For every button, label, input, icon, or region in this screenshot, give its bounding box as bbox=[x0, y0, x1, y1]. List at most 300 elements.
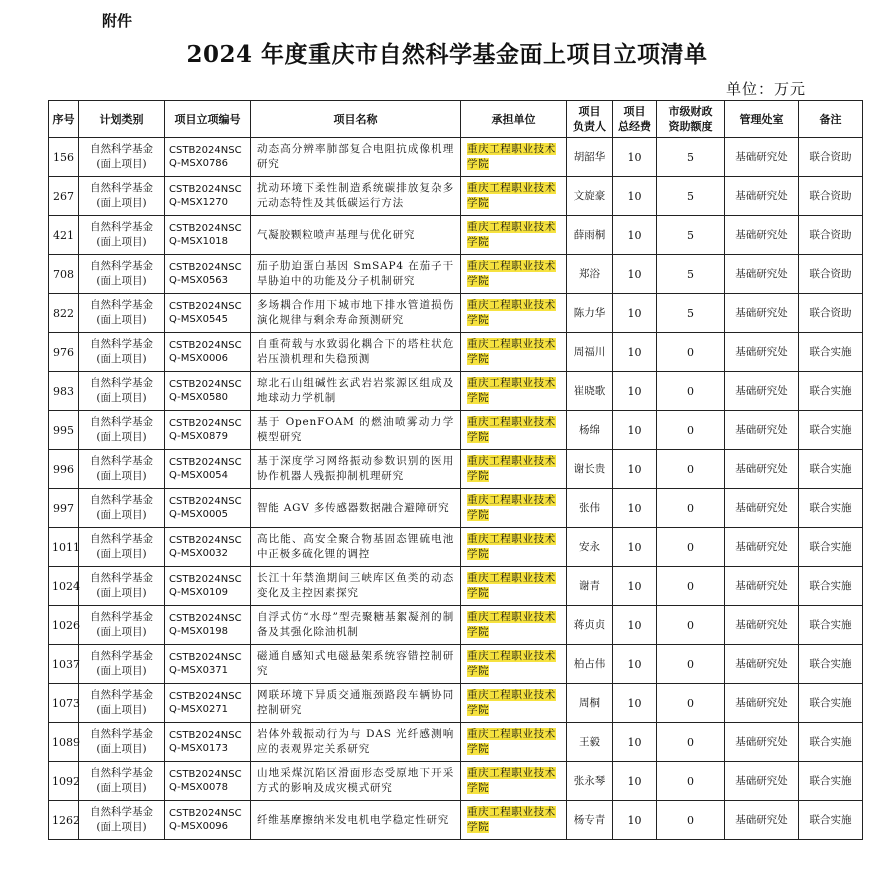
cell-institution bbox=[461, 645, 567, 684]
table-row bbox=[49, 255, 863, 294]
table-row bbox=[49, 723, 863, 762]
cell-plan-type-line1: 自然科学基金 bbox=[90, 182, 153, 194]
cell-seq: 1037 bbox=[49, 645, 79, 684]
institution-highlight: 重庆工程职业技术学院 bbox=[467, 299, 556, 326]
cell-plan-type-line1: 自然科学基金 bbox=[90, 533, 153, 545]
cell-plan-type bbox=[79, 528, 165, 567]
cell-institution bbox=[461, 567, 567, 606]
cell-project-code-line2: Q-MSX0096 bbox=[169, 821, 229, 832]
table-row bbox=[49, 528, 863, 567]
cell-project-name: 气凝胶颗粒喷声基理与优化研究 bbox=[251, 216, 461, 255]
cell-plan-type-line2: (面上项目) bbox=[96, 665, 147, 677]
cell-project-code-line1: CSTB2024NSC bbox=[169, 379, 242, 390]
cell-remark: 联合实施 bbox=[799, 723, 863, 762]
cell-remark: 联合资助 bbox=[799, 294, 863, 333]
cell-institution bbox=[461, 372, 567, 411]
table-row bbox=[49, 567, 863, 606]
cell-project-name: 长江十年禁渔期间三峡库区鱼类的动态变化及主控因素探究 bbox=[251, 567, 461, 606]
cell-project-code-line1: CSTB2024NSC bbox=[169, 418, 242, 429]
cell-office: 基础研究处 bbox=[725, 489, 799, 528]
cell-seq: 1073 bbox=[49, 684, 79, 723]
cell-leader: 杨专青 bbox=[567, 801, 613, 840]
cell-project-name: 扰动环境下柔性制造系统碳排放复杂多元动态特性及其低碳运行方法 bbox=[251, 177, 461, 216]
table-row bbox=[49, 606, 863, 645]
cell-remark: 联合实施 bbox=[799, 372, 863, 411]
cell-plan-type-line1: 自然科学基金 bbox=[90, 299, 153, 311]
cell-total: 10 bbox=[613, 801, 657, 840]
cell-project-code-line2: Q-MSX0006 bbox=[169, 353, 229, 364]
cell-seq: 267 bbox=[49, 177, 79, 216]
cell-plan-type bbox=[79, 645, 165, 684]
cell-project-code-line1: CSTB2024NSC bbox=[169, 769, 242, 780]
cell-remark: 联合实施 bbox=[799, 645, 863, 684]
cell-funding: 5 bbox=[657, 294, 725, 333]
cell-plan-type-line2: (面上项目) bbox=[96, 392, 147, 404]
cell-project-name: 动态高分辨率肺部复合电阻抗成像机理研究 bbox=[251, 138, 461, 177]
cell-seq: 997 bbox=[49, 489, 79, 528]
cell-seq: 996 bbox=[49, 450, 79, 489]
cell-plan-type bbox=[79, 411, 165, 450]
cell-project-code-line2: Q-MSX0109 bbox=[169, 587, 229, 598]
cell-plan-type-line2: (面上项目) bbox=[96, 587, 147, 599]
header-funding bbox=[657, 101, 725, 138]
cell-leader: 谢青 bbox=[567, 567, 613, 606]
cell-remark: 联合实施 bbox=[799, 528, 863, 567]
cell-plan-type-line1: 自然科学基金 bbox=[90, 650, 153, 662]
cell-project-code-line2: Q-MSX0545 bbox=[169, 314, 229, 325]
cell-project-code bbox=[165, 411, 251, 450]
cell-project-code-line1: CSTB2024NSC bbox=[169, 145, 242, 156]
cell-leader: 郑浴 bbox=[567, 255, 613, 294]
cell-project-code-line2: Q-MSX0563 bbox=[169, 275, 229, 286]
institution-highlight: 重庆工程职业技术学院 bbox=[467, 182, 556, 209]
cell-seq: 995 bbox=[49, 411, 79, 450]
table-row bbox=[49, 801, 863, 840]
cell-seq: 1011 bbox=[49, 528, 79, 567]
cell-institution bbox=[461, 723, 567, 762]
cell-remark: 联合实施 bbox=[799, 762, 863, 801]
cell-institution bbox=[461, 411, 567, 450]
cell-funding: 0 bbox=[657, 567, 725, 606]
cell-total: 10 bbox=[613, 645, 657, 684]
cell-office: 基础研究处 bbox=[725, 762, 799, 801]
cell-remark: 联合实施 bbox=[799, 801, 863, 840]
cell-plan-type-line2: (面上项目) bbox=[96, 431, 147, 443]
cell-office: 基础研究处 bbox=[725, 255, 799, 294]
cell-institution bbox=[461, 801, 567, 840]
cell-project-name: 网联环境下异质交通瓶颈路段车辆协同控制研究 bbox=[251, 684, 461, 723]
cell-project-code-line1: CSTB2024NSC bbox=[169, 301, 242, 312]
cell-office: 基础研究处 bbox=[725, 333, 799, 372]
header-leader-line2: 负责人 bbox=[573, 120, 606, 133]
cell-plan-type-line1: 自然科学基金 bbox=[90, 494, 153, 506]
cell-seq: 708 bbox=[49, 255, 79, 294]
cell-project-name: 基于深度学习网络振动参数识别的医用协作机器人残振抑制机理研究 bbox=[251, 450, 461, 489]
header-total-line2: 总经费 bbox=[618, 120, 651, 133]
institution-highlight: 重庆工程职业技术学院 bbox=[467, 377, 556, 404]
cell-project-code-line2: Q-MSX1018 bbox=[169, 236, 229, 247]
cell-total: 10 bbox=[613, 138, 657, 177]
cell-office: 基础研究处 bbox=[725, 177, 799, 216]
institution-highlight: 重庆工程职业技术学院 bbox=[467, 806, 556, 833]
cell-project-code-line1: CSTB2024NSC bbox=[169, 691, 242, 702]
cell-project-code-line2: Q-MSX0879 bbox=[169, 431, 229, 442]
cell-funding: 5 bbox=[657, 255, 725, 294]
cell-total: 10 bbox=[613, 372, 657, 411]
cell-plan-type-line2: (面上项目) bbox=[96, 275, 147, 287]
cell-plan-type bbox=[79, 294, 165, 333]
cell-project-name: 山地采煤沉陷区滑面形态受原地下开采方式的影响及成灾模式研究 bbox=[251, 762, 461, 801]
cell-project-code-line2: Q-MSX0580 bbox=[169, 392, 229, 403]
cell-total: 10 bbox=[613, 411, 657, 450]
cell-plan-type-line2: (面上项目) bbox=[96, 626, 147, 638]
cell-funding: 0 bbox=[657, 684, 725, 723]
institution-highlight: 重庆工程职业技术学院 bbox=[467, 260, 556, 287]
table-row bbox=[49, 411, 863, 450]
cell-project-code-line1: CSTB2024NSC bbox=[169, 184, 242, 195]
unit-label: 单位：万元 bbox=[725, 80, 806, 98]
cell-seq: 1092 bbox=[49, 762, 79, 801]
cell-office: 基础研究处 bbox=[725, 684, 799, 723]
cell-institution bbox=[461, 255, 567, 294]
cell-plan-type bbox=[79, 684, 165, 723]
cell-plan-type-line1: 自然科学基金 bbox=[90, 611, 153, 623]
cell-project-code bbox=[165, 723, 251, 762]
cell-seq: 156 bbox=[49, 138, 79, 177]
cell-leader: 谢长贵 bbox=[567, 450, 613, 489]
cell-plan-type bbox=[79, 762, 165, 801]
cell-project-code bbox=[165, 255, 251, 294]
cell-institution bbox=[461, 333, 567, 372]
header-leader-line1: 项目 bbox=[578, 105, 601, 118]
cell-project-name: 多场耦合作用下城市地下排水管道损伤演化规律与剩余寿命预测研究 bbox=[251, 294, 461, 333]
cell-plan-type-line1: 自然科学基金 bbox=[90, 455, 153, 467]
cell-project-name: 自重荷载与水致弱化耦合下的塔柱状危岩压溃机理和失稳预测 bbox=[251, 333, 461, 372]
header-office: 管理处室 bbox=[725, 101, 799, 138]
cell-institution bbox=[461, 450, 567, 489]
cell-funding: 0 bbox=[657, 645, 725, 684]
cell-institution bbox=[461, 138, 567, 177]
cell-plan-type-line1: 自然科学基金 bbox=[90, 143, 153, 155]
cell-project-code bbox=[165, 216, 251, 255]
institution-highlight: 重庆工程职业技术学院 bbox=[467, 767, 556, 794]
cell-project-code bbox=[165, 567, 251, 606]
cell-seq: 976 bbox=[49, 333, 79, 372]
cell-institution bbox=[461, 177, 567, 216]
cell-office: 基础研究处 bbox=[725, 294, 799, 333]
cell-project-name: 岩体外载振动行为与 DAS 光纤感测响应的表观界定关系研究 bbox=[251, 723, 461, 762]
cell-project-code-line1: CSTB2024NSC bbox=[169, 730, 242, 741]
cell-remark: 联合资助 bbox=[799, 255, 863, 294]
cell-total: 10 bbox=[613, 255, 657, 294]
cell-project-code bbox=[165, 333, 251, 372]
cell-office: 基础研究处 bbox=[725, 606, 799, 645]
table-row bbox=[49, 177, 863, 216]
cell-plan-type-line1: 自然科学基金 bbox=[90, 416, 153, 428]
cell-plan-type-line2: (面上项目) bbox=[96, 821, 147, 833]
cell-total: 10 bbox=[613, 567, 657, 606]
cell-funding: 0 bbox=[657, 801, 725, 840]
table-body bbox=[49, 138, 863, 840]
table-row bbox=[49, 450, 863, 489]
cell-remark: 联合资助 bbox=[799, 177, 863, 216]
cell-seq: 1024 bbox=[49, 567, 79, 606]
cell-plan-type-line2: (面上项目) bbox=[96, 782, 147, 794]
cell-remark: 联合实施 bbox=[799, 333, 863, 372]
cell-project-name: 自浮式仿“水母”型壳聚糖基絮凝剂的制备及其强化除油机制 bbox=[251, 606, 461, 645]
cell-project-code-line1: CSTB2024NSC bbox=[169, 223, 242, 234]
cell-institution bbox=[461, 489, 567, 528]
institution-highlight: 重庆工程职业技术学院 bbox=[467, 689, 556, 716]
institution-highlight: 重庆工程职业技术学院 bbox=[467, 611, 556, 638]
cell-remark: 联合实施 bbox=[799, 567, 863, 606]
cell-project-code bbox=[165, 372, 251, 411]
header-total-line1: 项目 bbox=[623, 105, 646, 118]
header-leader bbox=[567, 101, 613, 138]
cell-project-code-line2: Q-MSX0271 bbox=[169, 704, 229, 715]
cell-remark: 联合实施 bbox=[799, 489, 863, 528]
cell-project-name: 琼北石山组碱性玄武岩岩浆源区组成及地球动力学机制 bbox=[251, 372, 461, 411]
cell-plan-type-line2: (面上项目) bbox=[96, 158, 147, 170]
cell-seq: 421 bbox=[49, 216, 79, 255]
header-project-code: 项目立项编号 bbox=[165, 101, 251, 138]
cell-project-name: 高比能、高安全聚合物基固态锂硫电池中正极多硫化锂的调控 bbox=[251, 528, 461, 567]
cell-project-name: 智能 AGV 多传感器数据融合避障研究 bbox=[251, 489, 461, 528]
table-row bbox=[49, 372, 863, 411]
cell-project-code-line1: CSTB2024NSC bbox=[169, 496, 242, 507]
cell-office: 基础研究处 bbox=[725, 645, 799, 684]
cell-leader: 陈力华 bbox=[567, 294, 613, 333]
document-title: 2024 年度重庆市自然科学基金面上项目立项清单 bbox=[186, 41, 708, 68]
cell-remark: 联合实施 bbox=[799, 606, 863, 645]
cell-plan-type bbox=[79, 489, 165, 528]
cell-project-code-line2: Q-MSX0198 bbox=[169, 626, 229, 637]
cell-project-code-line2: Q-MSX0078 bbox=[169, 782, 229, 793]
cell-project-code-line1: CSTB2024NSC bbox=[169, 613, 242, 624]
institution-highlight: 重庆工程职业技术学院 bbox=[467, 455, 556, 482]
cell-plan-type-line2: (面上项目) bbox=[96, 704, 147, 716]
institution-highlight: 重庆工程职业技术学院 bbox=[467, 650, 556, 677]
institution-highlight: 重庆工程职业技术学院 bbox=[467, 338, 556, 365]
cell-institution bbox=[461, 606, 567, 645]
cell-project-name: 磁通自感知式电磁悬架系统容错控制研究 bbox=[251, 645, 461, 684]
cell-institution bbox=[461, 684, 567, 723]
cell-project-code bbox=[165, 645, 251, 684]
cell-office: 基础研究处 bbox=[725, 723, 799, 762]
table-row bbox=[49, 294, 863, 333]
cell-total: 10 bbox=[613, 489, 657, 528]
cell-seq: 1262 bbox=[49, 801, 79, 840]
cell-project-code-line1: CSTB2024NSC bbox=[169, 808, 242, 819]
cell-institution bbox=[461, 216, 567, 255]
project-table bbox=[48, 100, 863, 840]
cell-leader: 胡韶华 bbox=[567, 138, 613, 177]
cell-funding: 0 bbox=[657, 411, 725, 450]
cell-remark: 联合实施 bbox=[799, 450, 863, 489]
cell-funding: 0 bbox=[657, 450, 725, 489]
header-funding-line1: 市级财政 bbox=[668, 105, 713, 118]
cell-funding: 5 bbox=[657, 138, 725, 177]
cell-total: 10 bbox=[613, 762, 657, 801]
cell-funding: 0 bbox=[657, 372, 725, 411]
cell-funding: 0 bbox=[657, 723, 725, 762]
cell-project-code bbox=[165, 177, 251, 216]
cell-plan-type bbox=[79, 450, 165, 489]
cell-office: 基础研究处 bbox=[725, 138, 799, 177]
cell-office: 基础研究处 bbox=[725, 450, 799, 489]
cell-seq: 1089 bbox=[49, 723, 79, 762]
header-seq: 序号 bbox=[49, 101, 79, 138]
cell-total: 10 bbox=[613, 216, 657, 255]
institution-highlight: 重庆工程职业技术学院 bbox=[467, 494, 556, 521]
cell-funding: 5 bbox=[657, 177, 725, 216]
cell-leader: 杨绵 bbox=[567, 411, 613, 450]
cell-project-code bbox=[165, 138, 251, 177]
table-row bbox=[49, 684, 863, 723]
cell-plan-type-line1: 自然科学基金 bbox=[90, 260, 153, 272]
header-project-name: 项目名称 bbox=[251, 101, 461, 138]
cell-leader: 王毅 bbox=[567, 723, 613, 762]
cell-leader: 安永 bbox=[567, 528, 613, 567]
cell-leader: 张伟 bbox=[567, 489, 613, 528]
cell-plan-type-line1: 自然科学基金 bbox=[90, 806, 153, 818]
cell-leader: 薛雨桐 bbox=[567, 216, 613, 255]
table-row bbox=[49, 138, 863, 177]
cell-remark: 联合资助 bbox=[799, 138, 863, 177]
cell-plan-type bbox=[79, 801, 165, 840]
cell-plan-type bbox=[79, 372, 165, 411]
table-header bbox=[49, 101, 863, 138]
cell-leader: 张永琴 bbox=[567, 762, 613, 801]
cell-leader: 蒋贞贞 bbox=[567, 606, 613, 645]
cell-total: 10 bbox=[613, 684, 657, 723]
cell-plan-type-line2: (面上项目) bbox=[96, 353, 147, 365]
cell-project-code bbox=[165, 762, 251, 801]
cell-funding: 0 bbox=[657, 606, 725, 645]
institution-highlight: 重庆工程职业技术学院 bbox=[467, 416, 556, 443]
cell-plan-type bbox=[79, 177, 165, 216]
institution-highlight: 重庆工程职业技术学院 bbox=[467, 533, 556, 560]
table-row bbox=[49, 489, 863, 528]
cell-project-code-line2: Q-MSX0371 bbox=[169, 665, 229, 676]
cell-plan-type bbox=[79, 333, 165, 372]
cell-institution bbox=[461, 528, 567, 567]
header-remark: 备注 bbox=[799, 101, 863, 138]
cell-remark: 联合实施 bbox=[799, 411, 863, 450]
cell-project-code-line1: CSTB2024NSC bbox=[169, 262, 242, 273]
cell-total: 10 bbox=[613, 294, 657, 333]
cell-office: 基础研究处 bbox=[725, 528, 799, 567]
cell-project-code bbox=[165, 684, 251, 723]
cell-funding: 0 bbox=[657, 489, 725, 528]
cell-plan-type-line2: (面上项目) bbox=[96, 236, 147, 248]
cell-plan-type-line1: 自然科学基金 bbox=[90, 338, 153, 350]
table-row bbox=[49, 333, 863, 372]
cell-plan-type-line1: 自然科学基金 bbox=[90, 689, 153, 701]
header-funding-line2: 资助额度 bbox=[668, 120, 713, 133]
cell-project-code-line2: Q-MSX0054 bbox=[169, 470, 229, 481]
cell-total: 10 bbox=[613, 606, 657, 645]
cell-leader: 周福川 bbox=[567, 333, 613, 372]
cell-project-code bbox=[165, 801, 251, 840]
header-total bbox=[613, 101, 657, 138]
cell-project-code-line1: CSTB2024NSC bbox=[169, 652, 242, 663]
cell-remark: 联合资助 bbox=[799, 216, 863, 255]
table-row bbox=[49, 216, 863, 255]
institution-highlight: 重庆工程职业技术学院 bbox=[467, 221, 556, 248]
cell-plan-type bbox=[79, 567, 165, 606]
institution-highlight: 重庆工程职业技术学院 bbox=[467, 572, 556, 599]
cell-leader: 柏占伟 bbox=[567, 645, 613, 684]
header-plan-type: 计划类别 bbox=[79, 101, 165, 138]
cell-project-code bbox=[165, 528, 251, 567]
cell-plan-type-line2: (面上项目) bbox=[96, 548, 147, 560]
cell-office: 基础研究处 bbox=[725, 567, 799, 606]
cell-total: 10 bbox=[613, 333, 657, 372]
cell-project-code-line2: Q-MSX0005 bbox=[169, 509, 229, 520]
cell-project-code-line1: CSTB2024NSC bbox=[169, 574, 242, 585]
institution-highlight: 重庆工程职业技术学院 bbox=[467, 143, 556, 170]
cell-plan-type bbox=[79, 138, 165, 177]
institution-highlight: 重庆工程职业技术学院 bbox=[467, 728, 556, 755]
cell-project-code bbox=[165, 450, 251, 489]
cell-project-code-line1: CSTB2024NSC bbox=[169, 535, 242, 546]
cell-seq: 822 bbox=[49, 294, 79, 333]
cell-office: 基础研究处 bbox=[725, 411, 799, 450]
cell-plan-type-line1: 自然科学基金 bbox=[90, 728, 153, 740]
cell-plan-type-line2: (面上项目) bbox=[96, 743, 147, 755]
cell-plan-type bbox=[79, 606, 165, 645]
cell-remark: 联合实施 bbox=[799, 684, 863, 723]
cell-project-code-line2: Q-MSX0032 bbox=[169, 548, 229, 559]
cell-leader: 崔晓歌 bbox=[567, 372, 613, 411]
cell-project-name: 茄子肋迫蛋白基因 SmSAP4 在茄子干旱胁迫中的功能及分子机制研究 bbox=[251, 255, 461, 294]
cell-plan-type-line1: 自然科学基金 bbox=[90, 221, 153, 233]
cell-plan-type bbox=[79, 216, 165, 255]
table-row bbox=[49, 645, 863, 684]
cell-project-code bbox=[165, 489, 251, 528]
cell-project-code-line2: Q-MSX1270 bbox=[169, 197, 229, 208]
cell-seq: 983 bbox=[49, 372, 79, 411]
cell-plan-type-line1: 自然科学基金 bbox=[90, 572, 153, 584]
cell-project-name: 基于 OpenFOAM 的燃油喷雾动力学模型研究 bbox=[251, 411, 461, 450]
cell-project-code-line1: CSTB2024NSC bbox=[169, 457, 242, 468]
cell-project-name: 纤维基摩擦纳米发电机电学稳定性研究 bbox=[251, 801, 461, 840]
project-table-container bbox=[48, 100, 862, 840]
cell-plan-type-line2: (面上项目) bbox=[96, 197, 147, 209]
cell-plan-type-line1: 自然科学基金 bbox=[90, 377, 153, 389]
cell-total: 10 bbox=[613, 528, 657, 567]
header-institution: 承担单位 bbox=[461, 101, 567, 138]
cell-institution bbox=[461, 294, 567, 333]
cell-leader: 周桐 bbox=[567, 684, 613, 723]
cell-project-code-line1: CSTB2024NSC bbox=[169, 340, 242, 351]
cell-office: 基础研究处 bbox=[725, 372, 799, 411]
cell-plan-type bbox=[79, 723, 165, 762]
cell-project-code bbox=[165, 294, 251, 333]
cell-funding: 0 bbox=[657, 333, 725, 372]
cell-total: 10 bbox=[613, 723, 657, 762]
cell-leader: 文旋豪 bbox=[567, 177, 613, 216]
cell-office: 基础研究处 bbox=[725, 216, 799, 255]
cell-plan-type-line2: (面上项目) bbox=[96, 470, 147, 482]
cell-funding: 5 bbox=[657, 216, 725, 255]
cell-seq: 1026 bbox=[49, 606, 79, 645]
cell-project-code-line2: Q-MSX0173 bbox=[169, 743, 229, 754]
table-row bbox=[49, 762, 863, 801]
attachment-label: 附件 bbox=[102, 12, 133, 30]
cell-plan-type-line2: (面上项目) bbox=[96, 314, 147, 326]
